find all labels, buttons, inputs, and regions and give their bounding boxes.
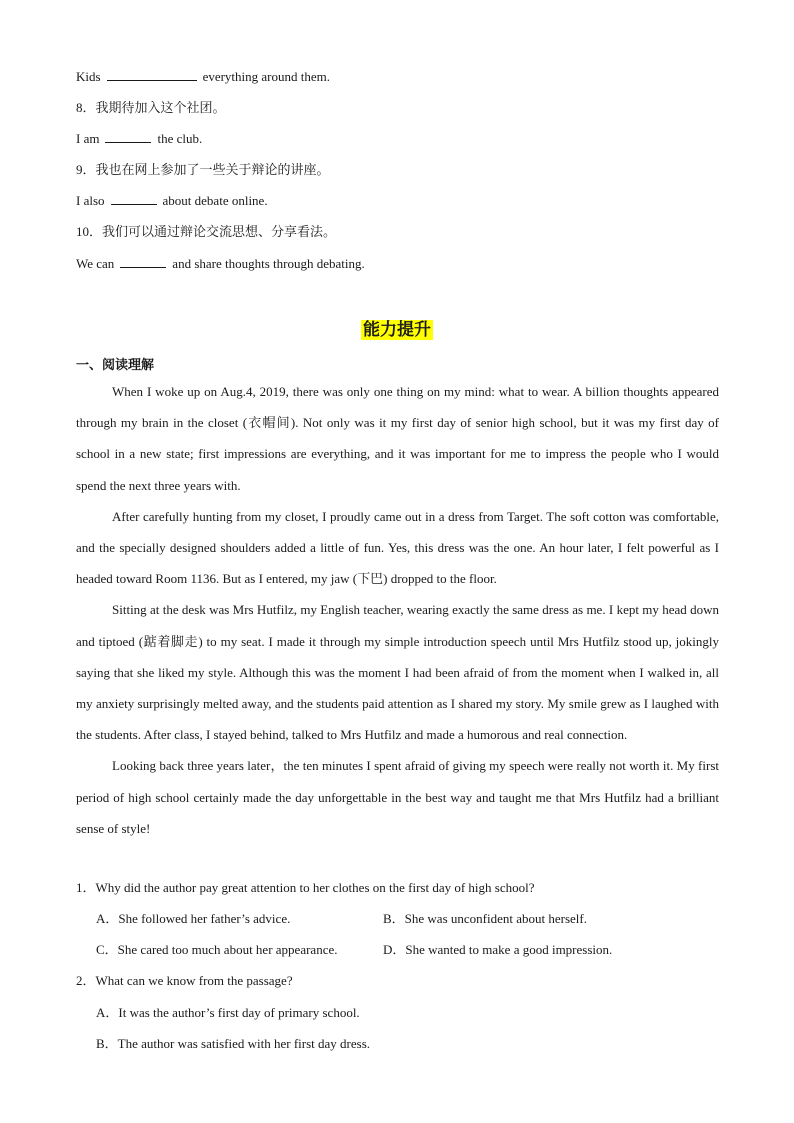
question-1-option-a[interactable]: A．She followed her father’s advice.: [96, 911, 291, 926]
question-9-chinese: 9．我也在网上参加了一些关于辩论的讲座。: [76, 162, 330, 177]
answer-blank[interactable]: [111, 193, 157, 205]
line-text-before: Kids: [76, 69, 101, 84]
question-10-chinese: 10．我们可以通过辩论交流思想、分享看法。: [76, 224, 337, 239]
answer-blank[interactable]: [120, 256, 166, 268]
question-1-option-b[interactable]: B．She was unconfident about herself.: [383, 911, 587, 926]
fill-in-line-kids: [76, 69, 330, 85]
section-heading: 一、阅读理解: [76, 358, 155, 373]
question-2-option-a[interactable]: A．It was the author’s first day of primary school.: [96, 1005, 360, 1020]
line-text-after: everything around them.: [202, 69, 330, 84]
answer-blank[interactable]: [107, 69, 197, 81]
question-1-option-d[interactable]: D．She wanted to make a good impression.: [383, 942, 613, 957]
reading-passage: [76, 376, 719, 844]
line-text-before: I also: [76, 193, 105, 208]
line-text-after: and share thoughts through debating.: [172, 256, 365, 271]
passage-paragraph: After carefully hunting from my closet, I proudly came out in a dress from Target. The soft cotton was comfortable, and the specially designed shoulders added a little of fun. Yes, this dress was the one. An hour later, I felt powerful as I headed toward Room 1136. But as I entered, my jaw (下巴) dropped to the floor.: [76, 508, 719, 587]
passage-paragraph: When I woke up on Aug.4, 2019, there was only one thing on my mind: what to wear. A billion thoughts appeared through my brain in the closet (衣帽间). Not only was it my first day of senior high school, but it was my first day of school in a new state; first impressions are everything, and it was important for me to impress the people who I would spend the next three years with.: [76, 384, 719, 493]
question-1-stem: 1．Why did the author pay great attention to her clothes on the first day of high school?: [76, 880, 535, 895]
question-2-stem: 2．What can we know from the passage?: [76, 973, 293, 988]
line-text-after: the club.: [157, 131, 203, 146]
question-1-option-c[interactable]: C．She cared too much about her appearance.: [96, 942, 338, 957]
question-9-english: [76, 193, 268, 209]
question-8-chinese: 8．我期待加入这个社团。: [76, 100, 226, 115]
section-title-text: 能力提升: [363, 320, 431, 340]
passage-paragraph: Sitting at the desk was Mrs Hutfilz, my English teacher, wearing exactly the same dress as me. I kept my head down and tiptoed (踮着脚走) to my seat. I made it through my simple introduction speech until Mrs Hutfilz stood up, jokingly saying that she liked my style. Although this was the moment I had been afraid of from the moment when I walked in, all my anxiety surprisingly melted away, and the students paid attention as I shared my story. My smile grew as I laughed with the students. After class, I stayed behind, talked to Mrs Hutfilz and made a humorous and real connection.: [76, 602, 719, 743]
line-text-before: I am: [76, 131, 100, 146]
question-8-english: [76, 131, 202, 147]
question-10-english: [76, 256, 365, 272]
section-title: [0, 318, 794, 342]
line-text-after: about debate online.: [162, 193, 268, 208]
answer-blank[interactable]: [105, 131, 151, 143]
question-2-option-b[interactable]: B．The author was satisfied with her first day dress.: [96, 1036, 371, 1051]
line-text-before: We can: [76, 256, 115, 271]
passage-paragraph: Looking back three years later，the ten minutes I spent afraid of giving my speech were really not worth it. My first period of high school certainly made the day unforgettable in the best way and taught me that Mrs Hutfilz had a brilliant sense of style!: [76, 758, 719, 836]
